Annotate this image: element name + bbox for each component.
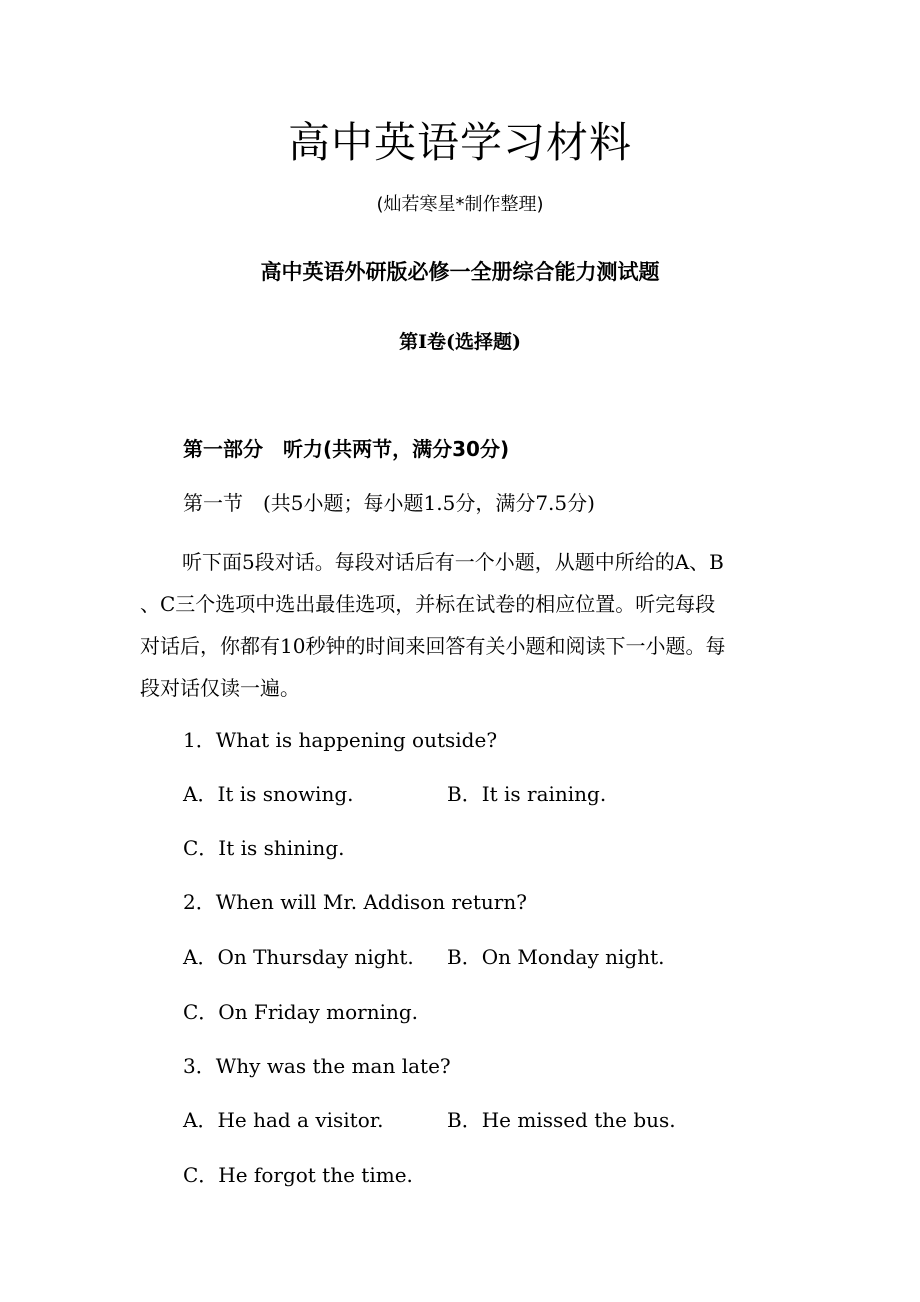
part-heading xyxy=(183,434,509,464)
question-2-option-a: A．On Thursday night. xyxy=(183,945,414,969)
question-2-option-b: B．On Monday night. xyxy=(447,945,665,969)
question-1-option-b: B．It is raining. xyxy=(447,782,607,806)
question-3-option-b: B．He missed the bus. xyxy=(447,1108,676,1132)
instruction-line: 段对话仅读一遍。 xyxy=(140,676,300,700)
question-3-option-c: C．He forgot the time. xyxy=(183,1163,413,1187)
instruction-line: 对话后，你都有10秒钟的时间来回答有关小题和阅读下一小题。每 xyxy=(140,634,726,658)
question-3-option-a: A．He had a visitor. xyxy=(183,1108,384,1132)
exam-title: 高中英语外研版必修一全册综合能力测试题 xyxy=(260,260,660,284)
subtitle: (灿若寒星*制作整理) xyxy=(376,194,544,215)
part-heading-detail: 听力(共两节，满分30分) xyxy=(283,437,510,461)
instruction-line: 听下面5段对话。每段对话后有一个小题，从题中所给的A、B xyxy=(182,550,724,574)
section-heading-detail: (共5小题；每小题1.5分，满分7.5分) xyxy=(263,491,595,515)
question-1-stem: 1．What is happening outside? xyxy=(183,728,498,752)
question-3-stem: 3．Why was the man late? xyxy=(183,1054,451,1078)
section-heading-label: 第一节 xyxy=(183,491,243,515)
instruction-line: 、C三个选项中选出最佳选项，并标在试卷的相应位置。听完每段 xyxy=(140,592,716,616)
question-2-option-c: C．On Friday morning. xyxy=(183,1000,419,1024)
section-heading xyxy=(183,488,595,518)
question-1-option-a: A．It is snowing. xyxy=(183,782,354,806)
question-2-stem: 2．When will Mr. Addison return? xyxy=(183,890,527,914)
listening-instructions xyxy=(140,541,780,709)
main-title: 高中英语学习材料 xyxy=(287,118,632,167)
volume-label: 第Ⅰ卷(选择题) xyxy=(399,331,521,353)
question-1-option-c: C．It is shining. xyxy=(183,836,345,860)
part-heading-label: 第一部分 xyxy=(183,437,263,461)
